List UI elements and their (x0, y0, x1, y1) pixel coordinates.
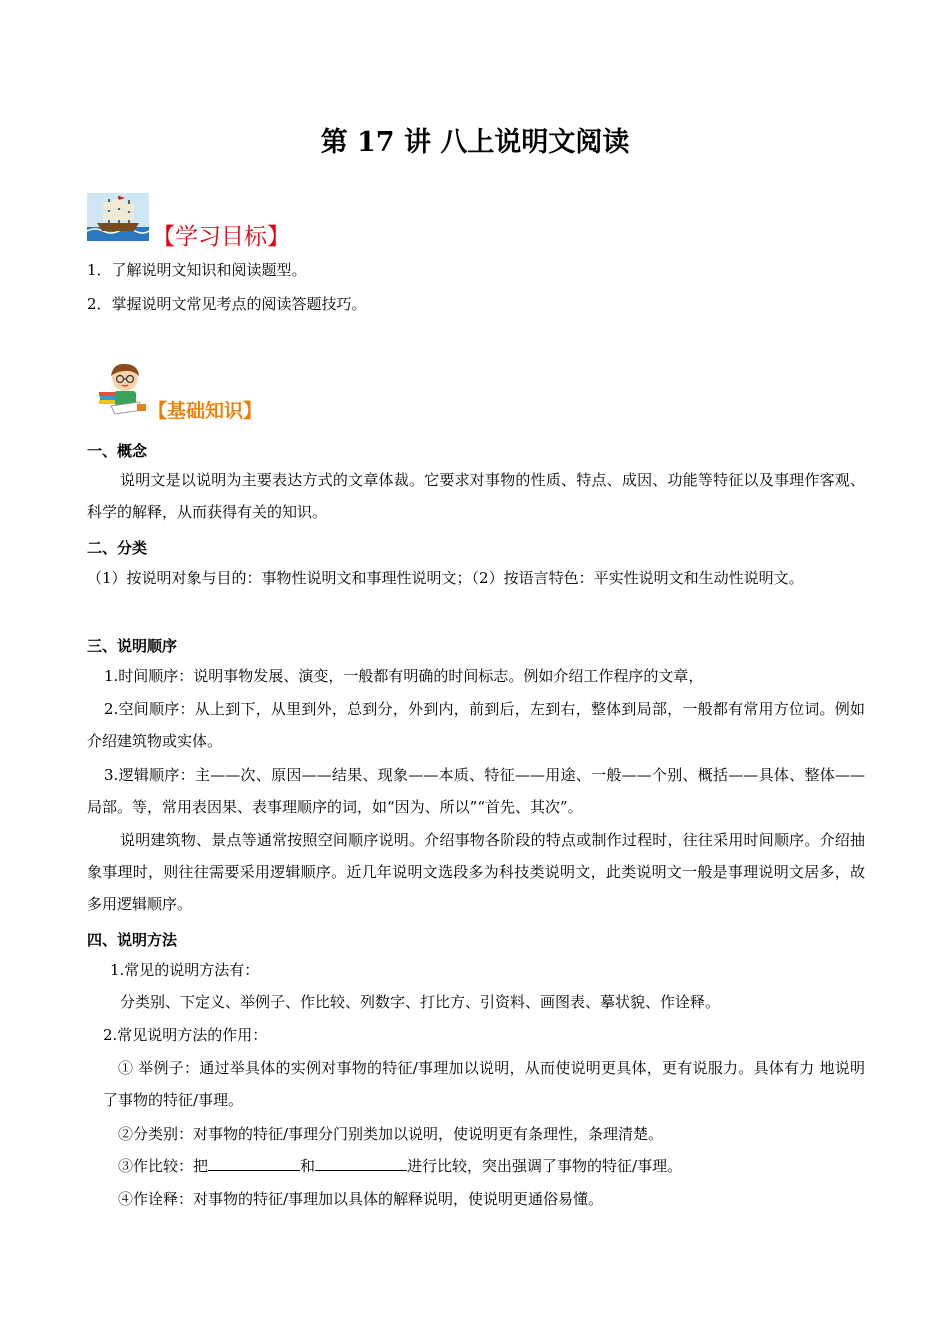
order-time: 1.时间顺序：说明事物发展、演变，一般都有明确的时间标志。例如介绍工作程序的文章， (104, 667, 704, 685)
method-function-compare (118, 1150, 682, 1182)
goal-item-1: 1．了解说明文知识和阅读题型。 (87, 261, 307, 279)
methods-subheading-1: 1.常见的说明方法有： (110, 961, 260, 979)
order-summary: 说明建筑物、景点等通常按照空间顺序说明。介绍事物各阶段的特点或制作过程时，往往采用时间顺序。介绍抽象事理时，则往往需要采用逻辑顺序。近几年说明文选段多为科技类说明文，此类说明文一般是事理说明文居多，故多用逻辑顺序。 (87, 831, 865, 913)
order-space: 2.空间顺序：从上到下，从里到外，总到分，外到内，前到后，左到右，整体到局部，一般都有常用方位词。例如介绍建筑物或实体。 (87, 700, 865, 750)
goal-item-2: 2．掌握说明文常见考点的阅读答题技巧。 (87, 295, 367, 313)
section-banner-goals: 【学习目标】 (152, 224, 290, 250)
student-reading-icon (97, 362, 151, 416)
concept-paragraph: 说明文是以说明为主要表达方式的文章体裁。它要求对事物的性质、特点、成因、功能等特征以及事理作客观、科学的解释，从而获得有关的知识。 (87, 471, 865, 521)
compare-text-part2: 和 (300, 1157, 316, 1175)
blank-field-2 (315, 1156, 407, 1171)
compare-text-part3: 进行比较，突出强调了事物的特征/事理。 (407, 1157, 683, 1175)
blank-field-1 (208, 1156, 300, 1171)
method-function-example: ① 举例子：通过举具体的实例对事物的特征/事理加以说明，从而使说明更具体，更有说服力。具体有力 地说明了事物的特征/事理。 (103, 1059, 865, 1109)
method-function-classify: ②分类别：对事物的特征/事理分门别类加以说明，使说明更有条理性，条理清楚。 (118, 1125, 664, 1143)
section-heading-concept: 一、概念 (87, 442, 148, 460)
classification-paragraph: （1）按说明对象与目的：事物性说明文和事理性说明文；（2）按语言特色：平实性说明文和生动性说明文。 (87, 569, 804, 587)
sailing-ship-icon (87, 193, 149, 241)
section-heading-order: 三、说明顺序 (87, 637, 178, 655)
order-logic: 3.逻辑顺序：主——次、原因——结果、现象——本质、特征——用途、一般——个别、概括——具体、整体——局部。等，常用表因果、表事理顺序的词，如“因为、所以”“首先、其次”。 (87, 766, 865, 816)
section-heading-classification: 二、分类 (87, 539, 148, 557)
section-heading-methods: 四、说明方法 (87, 931, 178, 949)
methods-subheading-2: 2.常见说明方法的作用： (103, 1026, 268, 1044)
section-banner-basics: 【基础知识】 (148, 400, 263, 422)
compare-text-part1: ③作比较：把 (118, 1157, 209, 1175)
page-title: 第 17 讲 八上说明文阅读 (320, 127, 630, 158)
method-function-explain: ④作诠释：对事物的特征/事理加以具体的解释说明，使说明更通俗易懂。 (118, 1190, 604, 1208)
methods-list: 分类别、下定义、举例子、作比较、列数字、打比方、引资料、画图表、摹状貌、作诠释。 (120, 993, 721, 1011)
